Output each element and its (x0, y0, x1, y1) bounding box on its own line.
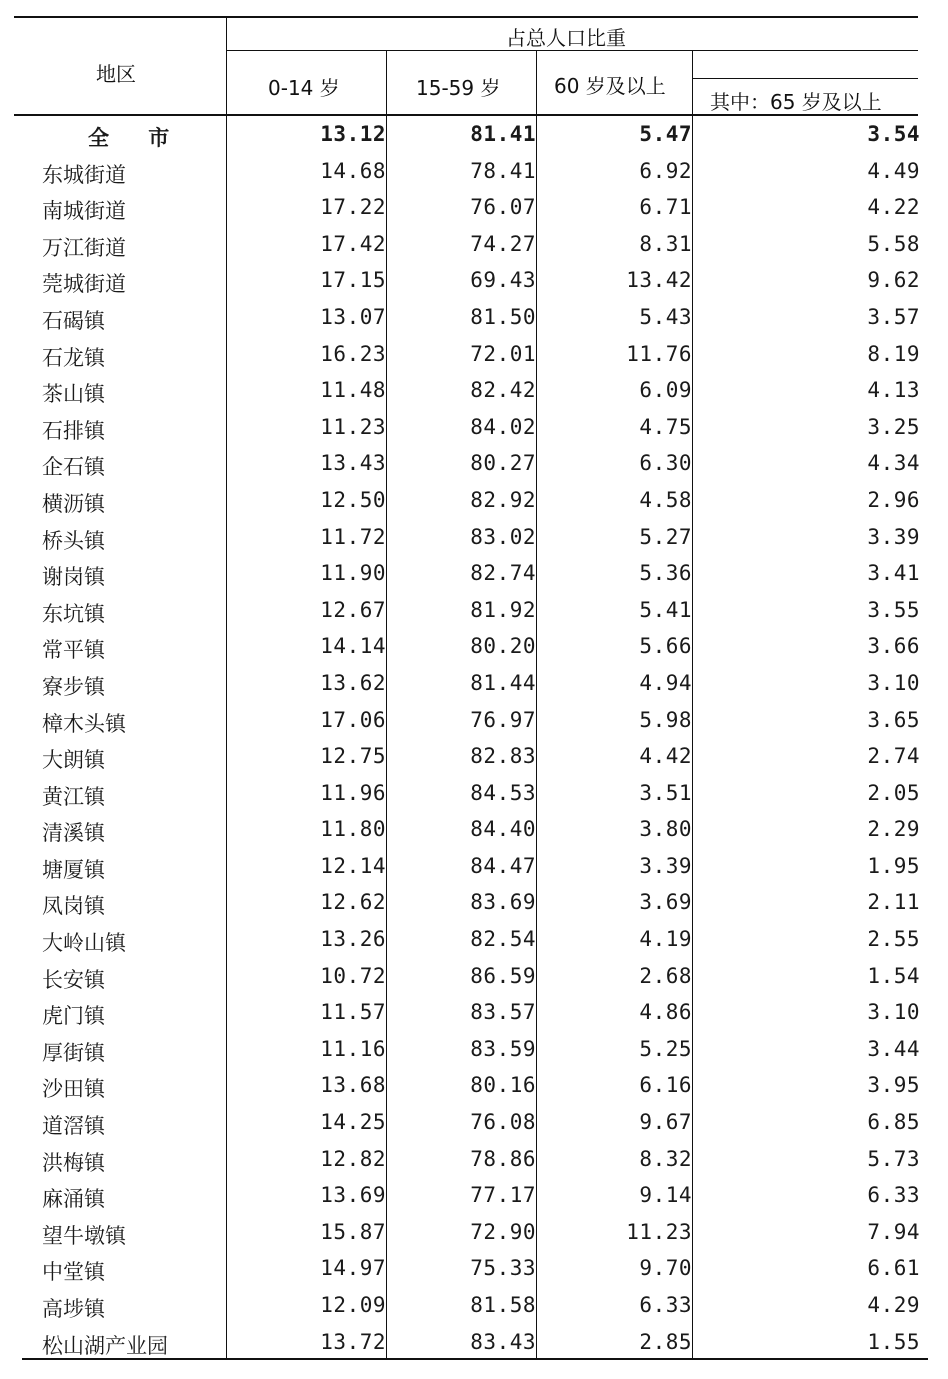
table-row (0, 409, 948, 446)
region-name: 沙田镇 (42, 1077, 105, 1102)
value-65-plus: 3.54 (867, 122, 920, 146)
table-row (0, 1250, 948, 1287)
value-65-plus: 5.73 (867, 1146, 920, 1171)
value-0-14: 17.06 (320, 707, 386, 732)
region-name: 南城街道 (42, 199, 126, 224)
header-group-title: 占总人口比重 (506, 26, 626, 50)
region-name: 松山湖产业园 (42, 1333, 168, 1358)
value-0-14: 13.72 (320, 1329, 386, 1354)
value-65-plus: 3.10 (867, 1000, 920, 1025)
value-0-14: 12.82 (320, 1146, 386, 1171)
value-15-59: 84.53 (470, 780, 536, 805)
region-name: 常平镇 (42, 638, 105, 663)
value-15-59: 76.97 (470, 707, 536, 732)
value-15-59: 75.33 (470, 1256, 536, 1281)
value-60-plus: 13.42 (626, 268, 692, 293)
value-60-plus: 5.27 (639, 524, 692, 549)
table-row (0, 189, 948, 226)
value-0-14: 13.68 (320, 1073, 386, 1098)
value-60-plus: 11.23 (626, 1219, 692, 1244)
value-0-14: 14.14 (320, 634, 386, 659)
value-0-14: 14.25 (320, 1110, 386, 1135)
value-15-59: 74.27 (470, 231, 536, 256)
value-0-14: 12.67 (320, 597, 386, 622)
region-name: 大岭山镇 (42, 931, 126, 956)
region-name: 企石镇 (42, 455, 105, 480)
region-name: 长安镇 (42, 967, 105, 992)
value-60-plus: 4.75 (639, 414, 692, 439)
value-60-plus: 6.33 (639, 1293, 692, 1317)
region-name: 黄江镇 (42, 784, 105, 809)
value-60-plus: 3.80 (639, 817, 692, 842)
header-age-65-plus: 其中：65 岁及以上 (710, 90, 882, 114)
header-age-15-59: 15-59 岁 (416, 76, 501, 100)
value-65-plus: 2.11 (867, 890, 920, 915)
value-0-14: 13.62 (320, 670, 386, 695)
table-row (0, 1104, 948, 1141)
value-60-plus: 4.19 (639, 927, 692, 952)
value-0-14: 11.57 (320, 1000, 386, 1025)
value-65-plus: 2.55 (867, 927, 920, 952)
value-60-plus: 8.31 (639, 231, 692, 256)
table-row (0, 1177, 948, 1214)
table-row (0, 372, 948, 409)
value-60-plus: 6.92 (639, 158, 692, 183)
value-0-14: 14.97 (320, 1256, 386, 1281)
value-0-14: 16.23 (320, 341, 386, 366)
region-name: 大朗镇 (42, 748, 105, 773)
table-row (0, 262, 948, 299)
value-0-14: 17.15 (320, 268, 386, 293)
value-60-plus: 8.32 (639, 1146, 692, 1171)
region-name: 石碣镇 (42, 308, 105, 333)
value-65-plus: 2.05 (867, 780, 920, 805)
value-60-plus: 5.98 (639, 707, 692, 732)
value-0-14: 10.72 (320, 963, 386, 988)
value-0-14: 13.12 (320, 122, 386, 146)
value-60-plus: 9.67 (639, 1110, 692, 1135)
value-65-plus: 3.10 (867, 670, 920, 695)
value-15-59: 76.08 (470, 1110, 536, 1135)
table-row (0, 1141, 948, 1178)
value-0-14: 12.14 (320, 853, 386, 878)
value-15-59: 83.59 (470, 1036, 536, 1061)
region-name: 清溪镇 (42, 821, 105, 846)
value-65-plus: 2.96 (867, 487, 920, 512)
region-rows (0, 153, 948, 1361)
region-name: 横沥镇 (42, 491, 105, 516)
value-15-59: 82.54 (470, 927, 536, 952)
value-15-59: 81.92 (470, 597, 536, 622)
header-age-60-plus: 60 岁及以上 (554, 74, 666, 98)
value-0-14: 12.75 (320, 744, 386, 769)
value-65-plus: 7.94 (867, 1219, 920, 1244)
value-60-plus: 2.68 (639, 963, 692, 988)
table-row (0, 1324, 948, 1361)
value-0-14: 12.50 (320, 487, 386, 512)
value-60-plus: 9.70 (639, 1256, 692, 1281)
region-name: 谢岗镇 (42, 565, 105, 590)
value-65-plus: 2.74 (867, 744, 920, 769)
value-0-14: 11.23 (320, 414, 386, 439)
value-65-plus: 1.54 (867, 963, 920, 988)
value-60-plus: 4.94 (639, 670, 692, 695)
region-name: 虎门镇 (42, 1004, 105, 1029)
value-0-14: 12.62 (320, 890, 386, 915)
value-15-59: 84.47 (470, 853, 536, 878)
value-15-59: 69.43 (470, 268, 536, 293)
region-name: 莞城街道 (42, 272, 126, 297)
table-row (0, 848, 948, 885)
table-row (0, 958, 948, 995)
region-name: 东坑镇 (42, 601, 105, 626)
value-65-plus: 2.29 (867, 817, 920, 842)
value-60-plus: 5.47 (639, 122, 692, 146)
value-15-59: 78.86 (470, 1146, 536, 1171)
value-65-plus: 1.95 (867, 853, 920, 878)
value-60-plus: 6.09 (639, 378, 692, 403)
value-65-plus: 3.39 (867, 524, 920, 549)
table-row (0, 775, 948, 812)
region-name: 东城街道 (42, 162, 126, 187)
value-65-plus: 3.66 (867, 634, 920, 659)
value-15-59: 84.02 (470, 414, 536, 439)
value-65-plus: 3.41 (867, 561, 920, 586)
value-60-plus: 2.85 (639, 1329, 692, 1354)
table-row (0, 519, 948, 556)
table-row (0, 921, 948, 958)
table-row (0, 1214, 948, 1251)
value-15-59: 82.92 (470, 487, 536, 512)
table-row (0, 665, 948, 702)
value-65-plus: 4.13 (867, 378, 920, 403)
value-15-59: 78.41 (470, 158, 536, 183)
table-row (0, 482, 948, 519)
table-row (0, 1031, 948, 1068)
table-row (0, 1287, 948, 1324)
value-15-59: 82.74 (470, 561, 536, 586)
value-15-59: 83.02 (470, 524, 536, 549)
value-15-59: 83.69 (470, 890, 536, 915)
table-row (0, 153, 948, 190)
region-name: 石排镇 (42, 418, 105, 443)
value-60-plus: 6.30 (639, 451, 692, 476)
region-name: 桥头镇 (42, 528, 105, 553)
value-15-59: 76.07 (470, 195, 536, 220)
value-65-plus: 3.44 (867, 1036, 920, 1061)
value-15-59: 82.83 (470, 744, 536, 769)
value-0-14: 11.80 (320, 817, 386, 842)
table-row (0, 884, 948, 921)
value-60-plus: 3.51 (639, 780, 692, 805)
table-row (0, 336, 948, 373)
value-65-plus: 5.58 (867, 231, 920, 256)
value-0-14: 11.96 (320, 780, 386, 805)
value-60-plus: 6.71 (639, 195, 692, 220)
value-60-plus: 6.16 (639, 1073, 692, 1098)
region-name: 凤岗镇 (42, 894, 105, 919)
table-row (0, 628, 948, 665)
value-60-plus: 5.43 (639, 304, 692, 329)
value-60-plus: 5.25 (639, 1036, 692, 1061)
value-65-plus: 1.55 (867, 1329, 920, 1354)
value-15-59: 81.58 (470, 1293, 536, 1317)
top-rule (14, 16, 918, 18)
value-0-14: 11.48 (320, 378, 386, 403)
value-0-14: 13.69 (320, 1183, 386, 1208)
table-row (0, 226, 948, 263)
region-name: 万江街道 (42, 235, 126, 260)
value-65-plus: 4.49 (867, 158, 920, 183)
table-row (0, 702, 948, 739)
value-65-plus: 6.33 (867, 1183, 920, 1208)
region-name: 高埗镇 (42, 1297, 105, 1321)
value-0-14: 13.43 (320, 451, 386, 476)
value-15-59: 81.44 (470, 670, 536, 695)
value-65-plus: 3.95 (867, 1073, 920, 1098)
region-name: 洪梅镇 (42, 1150, 105, 1175)
table-row (0, 299, 948, 336)
value-0-14: 14.68 (320, 158, 386, 183)
region-name: 望牛墩镇 (42, 1223, 126, 1248)
table-row (0, 811, 948, 848)
region-name: 道滘镇 (42, 1114, 105, 1139)
value-65-plus: 4.34 (867, 451, 920, 476)
value-65-plus: 9.62 (867, 268, 920, 293)
value-60-plus: 5.66 (639, 634, 692, 659)
value-65-plus: 6.85 (867, 1110, 920, 1135)
table-body (0, 116, 948, 1360)
value-60-plus: 5.36 (639, 561, 692, 586)
region-name: 麻涌镇 (42, 1187, 105, 1212)
value-0-14: 17.22 (320, 195, 386, 220)
table-row (0, 994, 948, 1031)
value-60-plus: 4.86 (639, 1000, 692, 1025)
value-15-59: 83.57 (470, 1000, 536, 1025)
value-0-14: 11.16 (320, 1036, 386, 1061)
region-name: 全 市 (88, 126, 186, 150)
value-15-59: 86.59 (470, 963, 536, 988)
value-15-59: 81.41 (470, 122, 536, 146)
value-15-59: 80.16 (470, 1073, 536, 1098)
value-60-plus: 4.58 (639, 487, 692, 512)
table-row (0, 592, 948, 629)
value-65-plus: 3.65 (867, 707, 920, 732)
value-15-59: 83.43 (470, 1329, 536, 1354)
value-65-plus: 6.61 (867, 1256, 920, 1281)
region-name: 茶山镇 (42, 382, 105, 407)
value-65-plus: 3.25 (867, 414, 920, 439)
value-0-14: 11.90 (320, 561, 386, 586)
subheader-rule (692, 78, 918, 79)
table-row-total (0, 116, 948, 153)
value-60-plus: 5.41 (639, 597, 692, 622)
value-60-plus: 9.14 (639, 1183, 692, 1208)
value-65-plus: 4.22 (867, 195, 920, 220)
table-row (0, 445, 948, 482)
region-name: 樟木头镇 (42, 711, 126, 736)
value-65-plus: 3.55 (867, 597, 920, 622)
region-name: 石龙镇 (42, 345, 105, 370)
value-0-14: 12.09 (320, 1293, 386, 1317)
header-age-0-14: 0-14 岁 (268, 76, 340, 100)
value-15-59: 72.01 (470, 341, 536, 366)
value-0-14: 17.42 (320, 231, 386, 256)
value-15-59: 80.27 (470, 451, 536, 476)
value-15-59: 82.42 (470, 378, 536, 403)
value-15-59: 81.50 (470, 304, 536, 329)
region-name: 寮步镇 (42, 674, 105, 699)
value-60-plus: 3.39 (639, 853, 692, 878)
region-name: 塘厦镇 (42, 857, 105, 882)
value-15-59: 80.20 (470, 634, 536, 659)
region-name: 中堂镇 (42, 1260, 105, 1285)
value-60-plus: 3.69 (639, 890, 692, 915)
value-15-59: 77.17 (470, 1183, 536, 1208)
value-60-plus: 4.42 (639, 744, 692, 769)
table-row (0, 738, 948, 775)
value-0-14: 13.26 (320, 927, 386, 952)
value-60-plus: 11.76 (626, 341, 692, 366)
region-name: 厚街镇 (42, 1040, 105, 1065)
value-15-59: 72.90 (470, 1219, 536, 1244)
value-65-plus: 3.57 (867, 304, 920, 329)
value-0-14: 15.87 (320, 1219, 386, 1244)
value-65-plus: 8.19 (867, 341, 920, 366)
value-15-59: 84.40 (470, 817, 536, 842)
header-region: 地区 (96, 62, 136, 86)
value-65-plus: 4.29 (867, 1293, 920, 1317)
table-row (0, 555, 948, 592)
table-row (0, 1067, 948, 1104)
value-0-14: 13.07 (320, 304, 386, 329)
value-0-14: 11.72 (320, 524, 386, 549)
